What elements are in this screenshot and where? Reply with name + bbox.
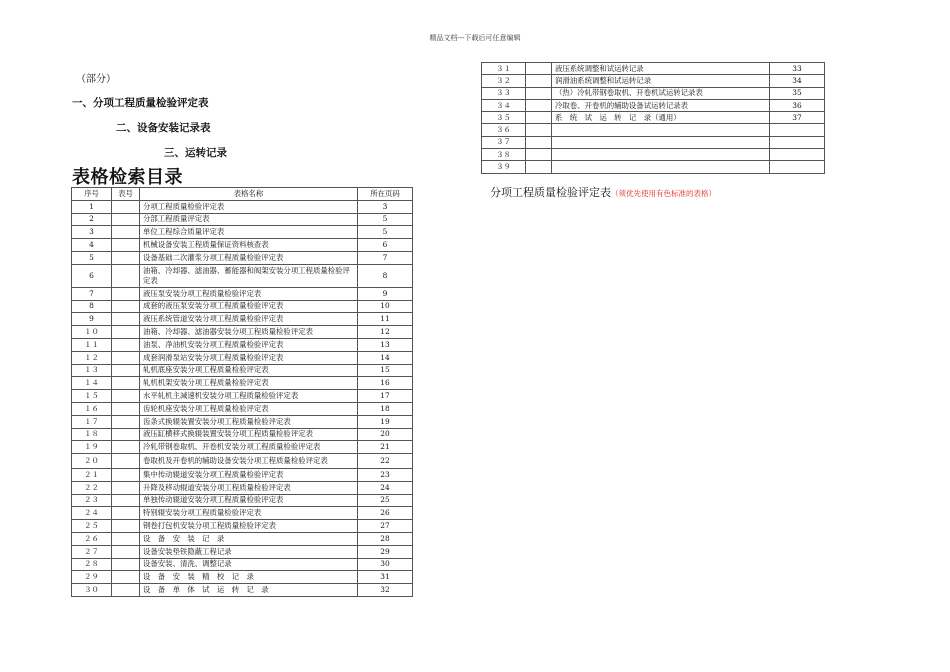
- table-row: [72, 287, 413, 300]
- row-page: 12: [358, 326, 413, 339]
- row-name: 油箱、冷却器、滤油器安装分项工程质量检验评定表: [140, 326, 358, 339]
- row-code: [112, 402, 140, 415]
- outline-part: （部分）: [76, 74, 116, 85]
- row-number: 4: [72, 239, 112, 252]
- row-number: 3: [72, 226, 112, 239]
- col-header-code: 表号: [112, 188, 140, 201]
- section-note: （须优先使用有色标准的表格）: [611, 189, 716, 198]
- row-code: [112, 239, 140, 252]
- row-page: 11: [358, 313, 413, 326]
- table-row: [72, 441, 413, 454]
- row-number: ３５: [482, 112, 526, 124]
- row-number: １２: [72, 351, 112, 364]
- table-row: [72, 481, 413, 494]
- row-number: 1: [72, 200, 112, 213]
- row-name: 系 统 试 运 转 记 录（通用）: [552, 112, 770, 124]
- row-page: 37: [770, 112, 825, 124]
- row-code: [112, 264, 140, 287]
- section-title: [490, 184, 716, 200]
- row-number: ３３: [482, 87, 526, 99]
- row-name: 轧机底座安装分项工程质量检验评定表: [140, 364, 358, 377]
- row-page: 5: [358, 213, 413, 226]
- table-row: [482, 75, 825, 87]
- row-number: １６: [72, 402, 112, 415]
- row-name: 分项工程质量检验评定表: [140, 200, 358, 213]
- row-number: ２８: [72, 558, 112, 571]
- row-name: 卷取机及开卷机的辅助设备安装分项工程质量检验评定表: [140, 454, 358, 469]
- row-code: [112, 326, 140, 339]
- row-name: 齿条式换辊装置安装分项工程质量检验评定表: [140, 415, 358, 428]
- row-code: [526, 87, 552, 99]
- row-name: 机械设备安装工程质量保证资料核查表: [140, 239, 358, 252]
- table-row: [72, 468, 413, 481]
- row-page: 9: [358, 287, 413, 300]
- row-page: [770, 161, 825, 173]
- row-name: 成套的液压泵安装分项工程质量检验评定表: [140, 300, 358, 313]
- row-name: 成套润滑泵站安装分项工程质量检验评定表: [140, 351, 358, 364]
- row-name: 特别辊安装分项工程质量检验评定表: [140, 507, 358, 520]
- row-page: 34: [770, 75, 825, 87]
- row-code: [112, 251, 140, 264]
- col-header-no: 序号: [72, 188, 112, 201]
- row-name: 设备安装、清洗、调整记录: [140, 558, 358, 571]
- row-number: ２５: [72, 520, 112, 533]
- row-name: 设备安装垫铁隐蔽工程记录: [140, 545, 358, 558]
- row-number: ２４: [72, 507, 112, 520]
- row-code: [112, 213, 140, 226]
- row-name: 设 备 安 装 记 录: [140, 532, 358, 545]
- row-number: １１: [72, 338, 112, 351]
- row-number: １５: [72, 390, 112, 403]
- row-code: [112, 351, 140, 364]
- row-page: 16: [358, 377, 413, 390]
- row-number: 5: [72, 251, 112, 264]
- row-code: [112, 507, 140, 520]
- table-row: [72, 226, 413, 239]
- row-name: [552, 149, 770, 161]
- row-page: 26: [358, 507, 413, 520]
- row-name: 液压系统调整和试运转记录: [552, 63, 770, 75]
- table-row: [72, 264, 413, 287]
- row-page: 5: [358, 226, 413, 239]
- index-table-header: [72, 188, 413, 201]
- row-code: [526, 75, 552, 87]
- row-number: 9: [72, 313, 112, 326]
- row-code: [112, 200, 140, 213]
- table-row: [72, 326, 413, 339]
- row-name: 设备基础二次灌浆分项工程质量检验评定表: [140, 251, 358, 264]
- row-name: 冷轧带钢卷取机、开卷机安装分项工程质量检验评定表: [140, 441, 358, 454]
- outline-item-3: 三、运转记录: [164, 147, 227, 159]
- row-page: 13: [358, 338, 413, 351]
- row-code: [112, 468, 140, 481]
- row-name: 油箱、冷却器、滤油器、蓄能器和阀架安装分项工程质量检验评定表: [140, 264, 358, 287]
- row-name: 设 备 单 体 试 运 转 记 录: [140, 584, 358, 597]
- table-row: [72, 571, 413, 584]
- table-row: [72, 415, 413, 428]
- row-number: 2: [72, 213, 112, 226]
- row-page: 18: [358, 402, 413, 415]
- outline-item-1: 一、分项工程质量检验评定表: [72, 97, 209, 109]
- table-row: [72, 532, 413, 545]
- row-number: ２３: [72, 494, 112, 507]
- row-page: 22: [358, 454, 413, 469]
- row-number: １８: [72, 428, 112, 441]
- table-row: [72, 200, 413, 213]
- table-row: [72, 213, 413, 226]
- table-row: [482, 63, 825, 75]
- row-number: ３８: [482, 149, 526, 161]
- row-code: [526, 63, 552, 75]
- row-number: １４: [72, 377, 112, 390]
- row-code: [112, 338, 140, 351]
- row-number: ２７: [72, 545, 112, 558]
- row-code: [112, 558, 140, 571]
- row-name: 液压缸横移式换辊装置安装分项工程质量检验评定表: [140, 428, 358, 441]
- table-row: [72, 390, 413, 403]
- row-name: [552, 136, 770, 148]
- table-row: [72, 364, 413, 377]
- row-code: [112, 441, 140, 454]
- table-row: [72, 313, 413, 326]
- row-code: [112, 584, 140, 597]
- row-page: 27: [358, 520, 413, 533]
- row-page: 6: [358, 239, 413, 252]
- row-page: 28: [358, 532, 413, 545]
- col-header-name: 表格名称: [140, 188, 358, 201]
- row-name: 单独传动辊道安装分项工程质量检验评定表: [140, 494, 358, 507]
- row-page: [770, 124, 825, 136]
- table-row: [72, 377, 413, 390]
- row-number: ２０: [72, 454, 112, 469]
- row-page: 19: [358, 415, 413, 428]
- row-code: [112, 226, 140, 239]
- row-number: １９: [72, 441, 112, 454]
- row-page: 23: [358, 468, 413, 481]
- row-code: [112, 520, 140, 533]
- row-name: [552, 161, 770, 173]
- row-name: 设 备 安 装 精 校 记 录: [140, 571, 358, 584]
- row-page: 8: [358, 264, 413, 287]
- row-page: 21: [358, 441, 413, 454]
- table-row: [72, 454, 413, 469]
- row-name: 齿轮机座安装分项工程质量检验评定表: [140, 402, 358, 415]
- row-page: 15: [358, 364, 413, 377]
- row-page: 24: [358, 481, 413, 494]
- row-number: ２６: [72, 532, 112, 545]
- row-name: 分部工程质量评定表: [140, 213, 358, 226]
- row-name: 集中传动辊道安装分项工程质量检验评定表: [140, 468, 358, 481]
- row-code: [526, 99, 552, 111]
- table-row: [482, 99, 825, 111]
- row-number: １３: [72, 364, 112, 377]
- row-number: ３０: [72, 584, 112, 597]
- row-name: 润滑油系统调整和试运转记录: [552, 75, 770, 87]
- table-row: [72, 351, 413, 364]
- row-number: ３６: [482, 124, 526, 136]
- row-code: [112, 377, 140, 390]
- table-row: [72, 558, 413, 571]
- row-code: [112, 364, 140, 377]
- table-row: [72, 251, 413, 264]
- table-row: [72, 507, 413, 520]
- row-name: [552, 124, 770, 136]
- row-number: 7: [72, 287, 112, 300]
- header-note: 精品文档---下载后可任意编辑: [429, 34, 521, 42]
- table-row: [72, 584, 413, 597]
- row-page: 25: [358, 494, 413, 507]
- row-page: 10: [358, 300, 413, 313]
- table-row: [482, 149, 825, 161]
- row-name: 液压系统管道安装分项工程质量检验评定表: [140, 313, 358, 326]
- row-code: [112, 287, 140, 300]
- row-name: 轧机机架安装分项工程质量检验评定表: [140, 377, 358, 390]
- row-number: ２２: [72, 481, 112, 494]
- row-page: 7: [358, 251, 413, 264]
- index-table: [71, 187, 413, 597]
- row-number: ３１: [482, 63, 526, 75]
- row-number: ３９: [482, 161, 526, 173]
- table-row: [482, 112, 825, 124]
- col-header-page: 所在页码: [358, 188, 413, 201]
- row-page: 33: [770, 63, 825, 75]
- row-code: [526, 112, 552, 124]
- row-name: （热）冷轧带钢卷取机、开卷机试运转记录表: [552, 87, 770, 99]
- row-code: [112, 313, 140, 326]
- index-title: 表格检索目录: [72, 167, 183, 188]
- table-row: [72, 545, 413, 558]
- row-page: 35: [770, 87, 825, 99]
- row-code: [112, 532, 140, 545]
- table-row: [72, 428, 413, 441]
- row-code: [112, 494, 140, 507]
- row-number: 6: [72, 264, 112, 287]
- table-row: [482, 87, 825, 99]
- row-number: １７: [72, 415, 112, 428]
- row-number: ２１: [72, 468, 112, 481]
- outline-item-2: 二、设备安装记录表: [116, 122, 211, 134]
- row-page: 30: [358, 558, 413, 571]
- row-code: [112, 545, 140, 558]
- row-code: [112, 390, 140, 403]
- table-row: [72, 239, 413, 252]
- section-title-text: 分项工程质量检验评定表: [490, 186, 611, 199]
- row-number: ２９: [72, 571, 112, 584]
- row-code: [526, 149, 552, 161]
- row-code: [112, 300, 140, 313]
- row-code: [112, 481, 140, 494]
- row-page: 14: [358, 351, 413, 364]
- row-code: [526, 136, 552, 148]
- table-row: [72, 300, 413, 313]
- row-code: [112, 428, 140, 441]
- table-row: [482, 124, 825, 136]
- row-number: ３７: [482, 136, 526, 148]
- table-row: [72, 338, 413, 351]
- row-page: 17: [358, 390, 413, 403]
- row-page: 29: [358, 545, 413, 558]
- row-name: 液压泵安装分项工程质量检验评定表: [140, 287, 358, 300]
- row-name: 冷取卷、开卷机的辅助设备试运转记录表: [552, 99, 770, 111]
- row-page: [770, 136, 825, 148]
- row-number: ３４: [482, 99, 526, 111]
- row-number: ３２: [482, 75, 526, 87]
- row-page: 3: [358, 200, 413, 213]
- row-name: 油泵、净油机安装分项工程质量检验评定表: [140, 338, 358, 351]
- row-page: 31: [358, 571, 413, 584]
- row-name: 钢卷打包机安装分项工程质量检验评定表: [140, 520, 358, 533]
- row-code: [526, 161, 552, 173]
- row-code: [112, 571, 140, 584]
- row-page: [770, 149, 825, 161]
- table-row: [482, 161, 825, 173]
- row-code: [526, 124, 552, 136]
- row-number: 8: [72, 300, 112, 313]
- row-code: [112, 454, 140, 469]
- row-code: [112, 415, 140, 428]
- row-page: 32: [358, 584, 413, 597]
- row-page: 36: [770, 99, 825, 111]
- table-row: [72, 402, 413, 415]
- row-number: １０: [72, 326, 112, 339]
- row-page: 20: [358, 428, 413, 441]
- table-row: [72, 520, 413, 533]
- table-row: [482, 136, 825, 148]
- row-name: 单位工程综合质量评定表: [140, 226, 358, 239]
- index-table-continued: [481, 62, 825, 174]
- row-name: 升降及移动辊道安装分项工程质量检验评定表: [140, 481, 358, 494]
- row-name: 水平轧机主减速机安装分项工程质量检验评定表: [140, 390, 358, 403]
- table-row: [72, 494, 413, 507]
